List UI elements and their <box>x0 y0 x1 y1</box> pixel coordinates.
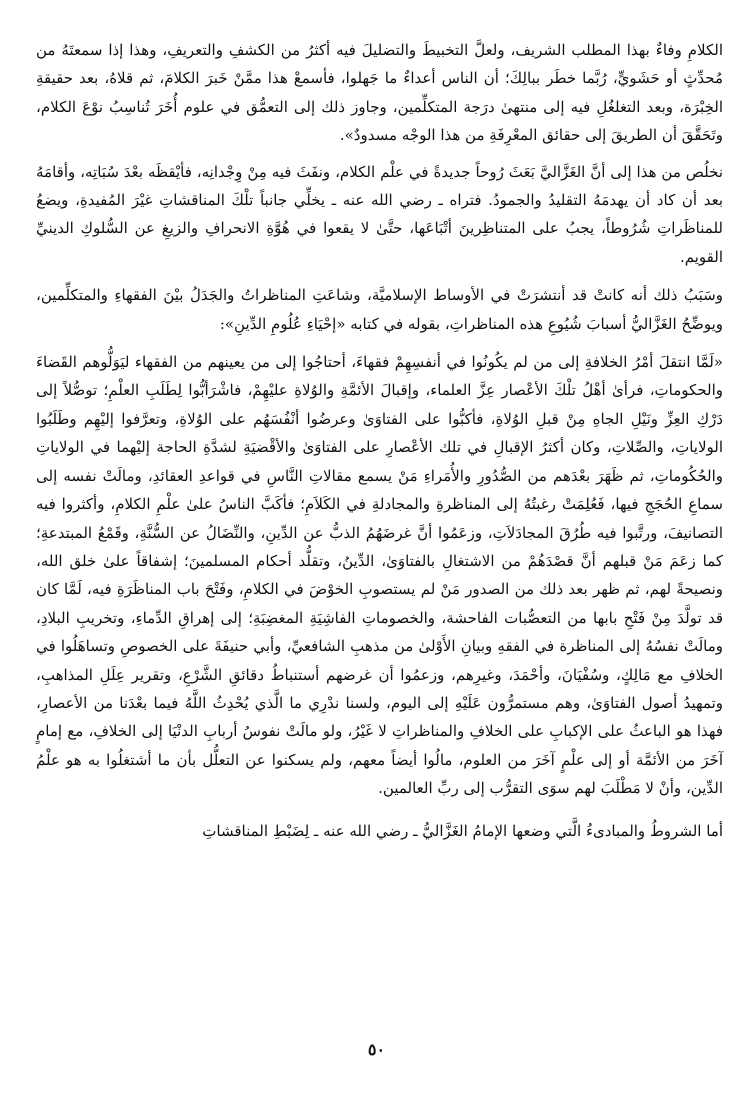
paragraph-conditions-intro: أما الشروطُ والمبادىءُ الَّتي وضعها الإمامُ الغَزَّاليُّ ـ رضي الله عنه ـ لِضَبْطِ المناقشاتِ <box>202 821 723 840</box>
paragraph-ihya-quote: «لَمَّا انتقلَ أمْرُ الخلافةِ إلى من لم يكُونُوا في أنفسِهِمْ فقهاءَ، أحتاجُوا إلى من يعينهم من الفقهاء ليَوَلُّوهم القَضاءَ والحكوماتِ، فرأىٰ أهْلُ تلْكَ الأعْصار عِزَّ العلماء، وإقبالَ الأئمَّةِ والوُلاةِ عليْهِمْ، فاشْرَأبُّوا لِطَلَبِ العلْمِ؛ توصُّلاً إلى دَرْكِ العِزِّ ونَيْلِ الجاهِ مِنْ قبلِ الوُلاةِ، فأكبُّوا على الفتاوَىٰ وعرضُوا أنْفُسَهُم على الوُلاةِ، وتعرَّفوا إليْهِم وطَلَبُوا الولاياتِ، والصِّلاتِ، وكان أكثرُ الإقبالِ في تلك الأعْصارِ على الفتاوَىٰ والأقْضيَةِ لشدَّةِ الحاجة إليْهما في الولاياتِ والحُكُوماتِ، ثم ظَهَرَ بعْدَهم من الصُّدُورِ والأُمَراءِ مَنْ يسمع مقالاتِ النَّاسِ في قواعدِ العقائدِ، ومالَتْ نفسه إلى سماعِ الحُجَجِ فيها، فَعُلِمَتْ رغبتُهُ إلى المناظرةِ والمجادلةِ في الكَلاَمِ؛ فأكَبَّ الناسُ علىٰ علْمِ الكلامِ، وأكثروا فيه التصانيفَ، ورتَّبوا فيه طُرُقَ المجادَلاَتِ، وزعَمُوا أنَّ غرضَهُمُ الذبُّ عن الدِّينِ، والنِّضَالُ عن السُّنَّةِ، وقَمْعُ المبتدعةِ؛ كما زعَمَ مَنْ قبلهم أنَّ قصْدَهُمْ من الاشتغالِ بالفتاوَىٰ، الدِّينُ، وتقلُّد أحكام المسلمينَ؛ إشفاقاً علىٰ خلق الله، ونصيحةً لهم، ثم ظهر بعد ذلك من الصدور مَنْ لم يستصوبِ الخوْضَ في الكلامِ، وفَتْحَ باب المناظَرَةِ فيه، لَمَّا كان قد تولَّدَ مِنْ فَتْحِ بابها من التعصُّبات الفاحشة، والخصوماتِ الفاشِيَةِ المغضِبَةِ؛ إلى إهراقِ الدِّماءِ، وتخريبِ البلادِ، ومالَتْ نفسُهُ إلى المناظرة في الفقهِ وبيانِ الأَوْلىٰ من مذهبِ الشافعيِّ، وأبي حنيفَةَ على الخصوصِ وتساهَلُوا في الخلافِ مع مَالِكٍ، وسُفْيَانَ، وأحْمَدَ، وغيرِهم، وزعمُوا أن غرضهم أستنباطُ دقائقِ الشَّرْعِ، وتقرير عِلَلِ المذاهبِ، وتمهيدُ أصول الفتاوَىٰ، وهم مستمرُّون عَلَيْهِ إلى اليوم، ولسنا ندْرِي ما الَّذي يُحْدِثُ اللَّهُ فيما بعْدَنا من الأعصارِ، فهذا هو الباعثُ على الإكبابِ على الخلافِ والمناظراتِ لا غَيْرُ، ولو مالَتْ نفوسُ أربابِ الدنْيَا إلى الخلافِ، مع إمامٍ آخَرَ من الأئمَّة أو إلى علْمٍ آخَرَ من العلوم، مالُوا أيضاً معهم، ولم يسكنوا عن التعلُّل بأن ما أشتغلُوا به هو علْمُ الدِّين، وأنْ لا مَطْلَبَ لهم سوَى التقرُّب إلى ربِّ العالمين. <box>36 353 723 798</box>
paragraph-ghazali-revival: نخلُص من هذا إلى أنَّ الغَزَّاليَّ بَعَثَ رُوحاً جديدةً في علْم الكلام، ونفَثَ فيه مِنْ وِجْدانِه، فأيْقظَه بعْدَ سُبَاتِه، وأقامَهُ بعد أن كاد أن يهدمَهُ التقليدُ والجمودُ. فتراه ـ رضي الله عنه ـ يخلِّي جانباً تلْكَ المناقشاتِ غيْرَ المُفيدةِ، ويضعُ للمناظَراتِ شُرُوطاً، يجبُ على المتناظِرينَ أتْبَاعَها، حتَّىٰ لا يقعوا في هُوَّةِ الانحرافِ والزيغِ عن السُّلوكِ الدينيِّ القويم. <box>36 162 723 266</box>
paragraph-spread-of-debates: وسَبَبُ ذلك أنه كانتْ قد أنتشرَتْ في الأوساط الإسلاميَّة، وشاعَتِ المناظراتُ والجَدَلُ بيْنَ الفقهاءِ والمتكلِّمين، ويوضِّحُ الغَزَّاليُّ أسبابَ شُيُوعِ هذه المناظراتِ، بقوله في كتابه «إحْيَاءِ عُلُومِ الدِّينِ»: <box>36 286 723 333</box>
paragraph-kalam-quote-end: الكلامِ وفاءٌ بهذا المطلب الشريف، ولعلَّ التخبيطَ والتضليلَ فيه أكثرُ من الكشفِ والتعريفِ، وهذا إذا سمعتَهُ من مُحدِّثٍ أو حَشَويٍّ، رُبَّما خطَر ببالِكَ؛ أن الناس أعداءٌ ما جَهلوا، فأسمعْ هذا ممَّنْ خَبرَ الكلامَ، ثم قلاهُ، بعد حقيقةِ الخِبْرَة، وبعد التغلغُلِ فيه إلى منتهىٰ درَجة المتكلِّمين، وجاوز ذلك إلى التعمُّق في علوم أُخَرَ تُناسِبُ نوْعَ الكلام، وتَحَقَّقَ أن الطريقَ إلى حقائق المعْرِفَةِ من هذا الوجْه مسدودٌ». <box>36 41 723 145</box>
page-number: ٥٠ <box>367 1040 386 1059</box>
